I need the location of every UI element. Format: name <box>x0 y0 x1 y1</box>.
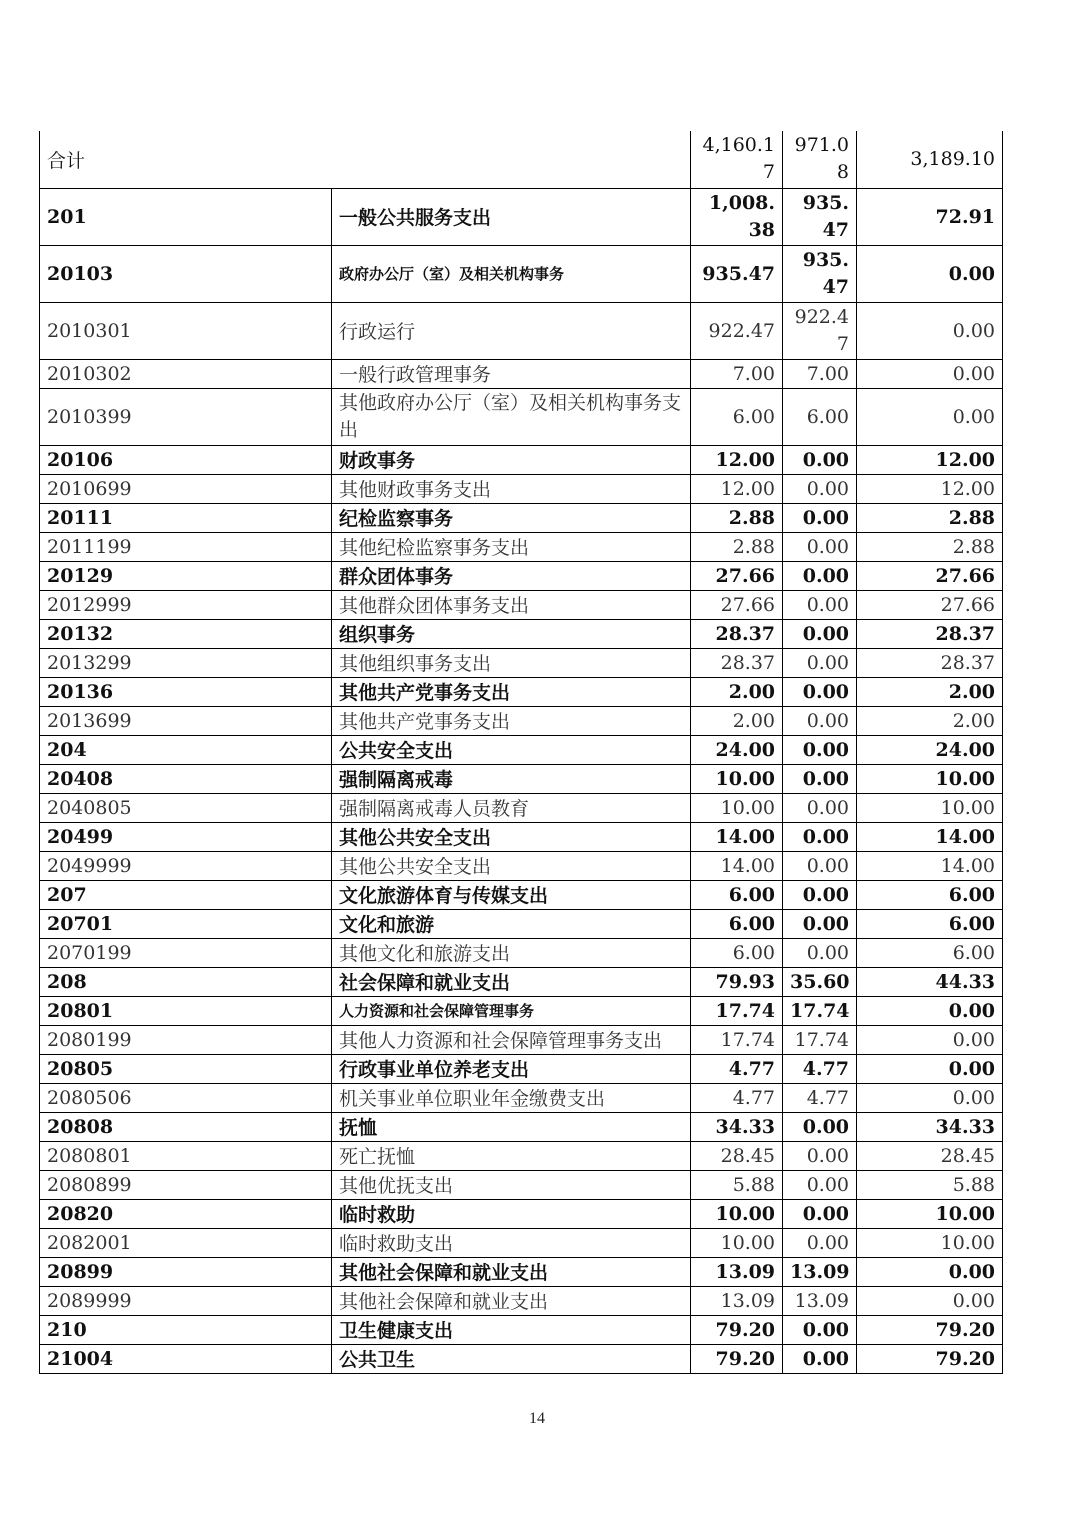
table-body <box>40 131 1003 1373</box>
row-project: 28.37 <box>857 619 1003 648</box>
row-total: 1,008.38 <box>691 188 783 245</box>
row-total: 12.00 <box>691 474 783 503</box>
row-total: 2.00 <box>691 677 783 706</box>
table-row <box>40 1344 1003 1373</box>
row-total: 17.74 <box>691 996 783 1025</box>
row-basic: 0.00 <box>783 793 857 822</box>
row-basic: 0.00 <box>783 909 857 938</box>
row-basic: 0.00 <box>783 561 857 590</box>
row-code: 2049999 <box>40 851 332 880</box>
table-row <box>40 590 1003 619</box>
row-name: 其他共产党事务支出 <box>332 706 691 735</box>
row-name: 公共卫生 <box>332 1344 691 1373</box>
row-name: 其他社会保障和就业支出 <box>332 1286 691 1315</box>
row-total: 5.88 <box>691 1170 783 1199</box>
table-row <box>40 1083 1003 1112</box>
row-name: 行政事业单位养老支出 <box>332 1054 691 1083</box>
row-basic: 17.74 <box>783 996 857 1025</box>
row-basic: 4.77 <box>783 1054 857 1083</box>
row-total: 27.66 <box>691 590 783 619</box>
table-row <box>40 1228 1003 1257</box>
row-code: 2010302 <box>40 359 332 388</box>
row-code: 207 <box>40 880 332 909</box>
row-basic: 13.09 <box>783 1257 857 1286</box>
table-row <box>40 1054 1003 1083</box>
row-project: 6.00 <box>857 938 1003 967</box>
row-total: 12.00 <box>691 445 783 474</box>
row-basic: 922.47 <box>783 302 857 359</box>
row-project: 0.00 <box>857 302 1003 359</box>
row-basic: 6.00 <box>783 388 857 445</box>
row-name: 一般公共服务支出 <box>332 188 691 245</box>
row-basic: 0.00 <box>783 590 857 619</box>
table-row <box>40 302 1003 359</box>
row-code: 20103 <box>40 245 332 302</box>
row-code: 20899 <box>40 1257 332 1286</box>
row-name: 死亡抚恤 <box>332 1141 691 1170</box>
row-basic: 0.00 <box>783 1112 857 1141</box>
row-total: 79.20 <box>691 1344 783 1373</box>
row-code: 20801 <box>40 996 332 1025</box>
row-project: 0.00 <box>857 1054 1003 1083</box>
row-total: 34.33 <box>691 1112 783 1141</box>
table-row <box>40 822 1003 851</box>
row-name: 公共安全支出 <box>332 735 691 764</box>
table-row <box>40 445 1003 474</box>
row-name: 行政运行 <box>332 302 691 359</box>
row-total: 28.45 <box>691 1141 783 1170</box>
row-name: 其他组织事务支出 <box>332 648 691 677</box>
row-project: 12.00 <box>857 474 1003 503</box>
row-code: 2080899 <box>40 1170 332 1199</box>
row-project: 79.20 <box>857 1315 1003 1344</box>
row-basic: 0.00 <box>783 677 857 706</box>
row-project: 0.00 <box>857 1286 1003 1315</box>
table-row <box>40 619 1003 648</box>
row-project: 2.88 <box>857 503 1003 532</box>
row-code: 21004 <box>40 1344 332 1373</box>
table-row <box>40 793 1003 822</box>
row-project: 28.37 <box>857 648 1003 677</box>
row-project: 27.66 <box>857 590 1003 619</box>
row-code: 2040805 <box>40 793 332 822</box>
row-name: 其他社会保障和就业支出 <box>332 1257 691 1286</box>
row-code: 20129 <box>40 561 332 590</box>
row-name: 临时救助 <box>332 1199 691 1228</box>
page-number: 14 <box>529 1410 545 1427</box>
table-row <box>40 503 1003 532</box>
row-basic: 13.09 <box>783 1286 857 1315</box>
row-code: 201 <box>40 188 332 245</box>
row-basic: 0.00 <box>783 880 857 909</box>
row-basic: 0.00 <box>783 445 857 474</box>
row-project: 24.00 <box>857 735 1003 764</box>
row-basic: 0.00 <box>783 532 857 561</box>
row-code: 2089999 <box>40 1286 332 1315</box>
table-row <box>40 677 1003 706</box>
row-total: 17.74 <box>691 1025 783 1054</box>
expenditure-table <box>39 131 1003 1374</box>
row-project: 10.00 <box>857 793 1003 822</box>
total-basic: 971.08 <box>783 131 857 188</box>
row-name: 社会保障和就业支出 <box>332 967 691 996</box>
row-total: 10.00 <box>691 793 783 822</box>
table-row <box>40 245 1003 302</box>
row-basic: 0.00 <box>783 474 857 503</box>
row-name: 财政事务 <box>332 445 691 474</box>
row-name: 抚恤 <box>332 1112 691 1141</box>
row-basic: 0.00 <box>783 648 857 677</box>
row-basic: 17.74 <box>783 1025 857 1054</box>
row-basic: 0.00 <box>783 619 857 648</box>
row-name: 组织事务 <box>332 619 691 648</box>
row-total: 28.37 <box>691 648 783 677</box>
row-code: 20808 <box>40 1112 332 1141</box>
row-basic: 0.00 <box>783 1228 857 1257</box>
row-code: 2080506 <box>40 1083 332 1112</box>
row-project: 10.00 <box>857 1228 1003 1257</box>
table-row <box>40 561 1003 590</box>
table-row <box>40 1112 1003 1141</box>
row-basic: 0.00 <box>783 851 857 880</box>
row-total: 13.09 <box>691 1257 783 1286</box>
total-project: 3,189.10 <box>857 131 1003 188</box>
row-basic: 0.00 <box>783 1315 857 1344</box>
row-basic: 0.00 <box>783 1199 857 1228</box>
row-project: 0.00 <box>857 388 1003 445</box>
row-total: 10.00 <box>691 764 783 793</box>
row-project: 12.00 <box>857 445 1003 474</box>
row-total: 13.09 <box>691 1286 783 1315</box>
row-name: 其他优抚支出 <box>332 1170 691 1199</box>
row-total: 2.88 <box>691 532 783 561</box>
row-code: 20805 <box>40 1054 332 1083</box>
row-project: 0.00 <box>857 245 1003 302</box>
row-code: 2012999 <box>40 590 332 619</box>
row-name: 其他文化和旅游支出 <box>332 938 691 967</box>
row-total: 14.00 <box>691 851 783 880</box>
row-project: 10.00 <box>857 764 1003 793</box>
table-row <box>40 880 1003 909</box>
row-total: 2.00 <box>691 706 783 735</box>
row-code: 210 <box>40 1315 332 1344</box>
row-project: 27.66 <box>857 561 1003 590</box>
row-name: 其他财政事务支出 <box>332 474 691 503</box>
row-total: 79.20 <box>691 1315 783 1344</box>
row-project: 28.45 <box>857 1141 1003 1170</box>
row-code: 2010301 <box>40 302 332 359</box>
row-name: 其他人力资源和社会保障管理事务支出 <box>332 1025 691 1054</box>
row-code: 2080199 <box>40 1025 332 1054</box>
row-code: 2010699 <box>40 474 332 503</box>
total-amount: 4,160.17 <box>691 131 783 188</box>
row-total: 6.00 <box>691 388 783 445</box>
row-basic: 0.00 <box>783 1344 857 1373</box>
row-total: 922.47 <box>691 302 783 359</box>
table-row <box>40 735 1003 764</box>
row-basic: 7.00 <box>783 359 857 388</box>
row-project: 14.00 <box>857 822 1003 851</box>
row-basic: 0.00 <box>783 503 857 532</box>
row-code: 20408 <box>40 764 332 793</box>
row-project: 0.00 <box>857 1257 1003 1286</box>
row-total: 28.37 <box>691 619 783 648</box>
row-project: 34.33 <box>857 1112 1003 1141</box>
table-row <box>40 1199 1003 1228</box>
row-code: 20701 <box>40 909 332 938</box>
row-code: 2011199 <box>40 532 332 561</box>
row-code: 20136 <box>40 677 332 706</box>
table-row <box>40 1170 1003 1199</box>
table-row <box>40 1286 1003 1315</box>
row-code: 2082001 <box>40 1228 332 1257</box>
row-total: 6.00 <box>691 880 783 909</box>
table-row <box>40 1025 1003 1054</box>
row-total: 27.66 <box>691 561 783 590</box>
row-basic: 0.00 <box>783 764 857 793</box>
row-total: 4.77 <box>691 1054 783 1083</box>
row-project: 2.00 <box>857 677 1003 706</box>
row-name: 其他共产党事务支出 <box>332 677 691 706</box>
row-total: 6.00 <box>691 938 783 967</box>
total-label: 合计 <box>40 131 691 188</box>
row-name: 文化和旅游 <box>332 909 691 938</box>
row-basic: 935.47 <box>783 188 857 245</box>
row-total: 10.00 <box>691 1228 783 1257</box>
row-code: 2080801 <box>40 1141 332 1170</box>
row-basic: 35.60 <box>783 967 857 996</box>
table-row <box>40 1315 1003 1344</box>
row-project: 0.00 <box>857 1083 1003 1112</box>
row-code: 2010399 <box>40 388 332 445</box>
row-project: 6.00 <box>857 909 1003 938</box>
row-name: 群众团体事务 <box>332 561 691 590</box>
table-row <box>40 474 1003 503</box>
row-code: 208 <box>40 967 332 996</box>
row-project: 2.88 <box>857 532 1003 561</box>
row-project: 0.00 <box>857 996 1003 1025</box>
row-code: 20499 <box>40 822 332 851</box>
table-row <box>40 648 1003 677</box>
row-name: 机关事业单位职业年金缴费支出 <box>332 1083 691 1112</box>
row-name: 其他公共安全支出 <box>332 822 691 851</box>
row-project: 44.33 <box>857 967 1003 996</box>
row-name: 卫生健康支出 <box>332 1315 691 1344</box>
table-row <box>40 388 1003 445</box>
table-row <box>40 706 1003 735</box>
row-name: 文化旅游体育与传媒支出 <box>332 880 691 909</box>
row-total: 7.00 <box>691 359 783 388</box>
row-project: 0.00 <box>857 1025 1003 1054</box>
row-name: 一般行政管理事务 <box>332 359 691 388</box>
table-row <box>40 967 1003 996</box>
row-project: 2.00 <box>857 706 1003 735</box>
row-name: 其他纪检监察事务支出 <box>332 532 691 561</box>
table-row <box>40 1257 1003 1286</box>
row-total: 10.00 <box>691 1199 783 1228</box>
row-code: 20820 <box>40 1199 332 1228</box>
row-code: 2013699 <box>40 706 332 735</box>
row-name: 强制隔离戒毒 <box>332 764 691 793</box>
row-name: 临时救助支出 <box>332 1228 691 1257</box>
row-name: 其他政府办公厅（室）及相关机构事务支出 <box>332 388 691 445</box>
row-project: 14.00 <box>857 851 1003 880</box>
row-basic: 0.00 <box>783 1170 857 1199</box>
row-code: 2013299 <box>40 648 332 677</box>
table-row <box>40 938 1003 967</box>
table-row <box>40 909 1003 938</box>
table-row <box>40 851 1003 880</box>
row-name: 强制隔离戒毒人员教育 <box>332 793 691 822</box>
row-name: 人力资源和社会保障管理事务 <box>332 996 691 1025</box>
row-basic: 0.00 <box>783 735 857 764</box>
row-name: 其他群众团体事务支出 <box>332 590 691 619</box>
row-code: 204 <box>40 735 332 764</box>
table-row <box>40 532 1003 561</box>
row-total: 79.93 <box>691 967 783 996</box>
row-total: 24.00 <box>691 735 783 764</box>
row-name: 其他公共安全支出 <box>332 851 691 880</box>
row-total: 14.00 <box>691 822 783 851</box>
row-total: 2.88 <box>691 503 783 532</box>
row-basic: 0.00 <box>783 1141 857 1170</box>
row-project: 0.00 <box>857 359 1003 388</box>
row-name: 政府办公厅（室）及相关机构事务 <box>332 245 691 302</box>
row-code: 20111 <box>40 503 332 532</box>
row-project: 5.88 <box>857 1170 1003 1199</box>
row-project: 72.91 <box>857 188 1003 245</box>
row-total: 4.77 <box>691 1083 783 1112</box>
row-name: 纪检监察事务 <box>332 503 691 532</box>
row-code: 2070199 <box>40 938 332 967</box>
row-basic: 4.77 <box>783 1083 857 1112</box>
table-row <box>40 1141 1003 1170</box>
total-row <box>40 131 1003 188</box>
row-basic: 0.00 <box>783 822 857 851</box>
row-total: 935.47 <box>691 245 783 302</box>
table-row <box>40 359 1003 388</box>
row-basic: 0.00 <box>783 706 857 735</box>
row-project: 10.00 <box>857 1199 1003 1228</box>
table-row <box>40 764 1003 793</box>
row-project: 79.20 <box>857 1344 1003 1373</box>
row-code: 20132 <box>40 619 332 648</box>
row-basic: 0.00 <box>783 938 857 967</box>
row-code: 20106 <box>40 445 332 474</box>
table-row <box>40 188 1003 245</box>
row-project: 6.00 <box>857 880 1003 909</box>
row-total: 6.00 <box>691 909 783 938</box>
row-basic: 935.47 <box>783 245 857 302</box>
table-row <box>40 996 1003 1025</box>
